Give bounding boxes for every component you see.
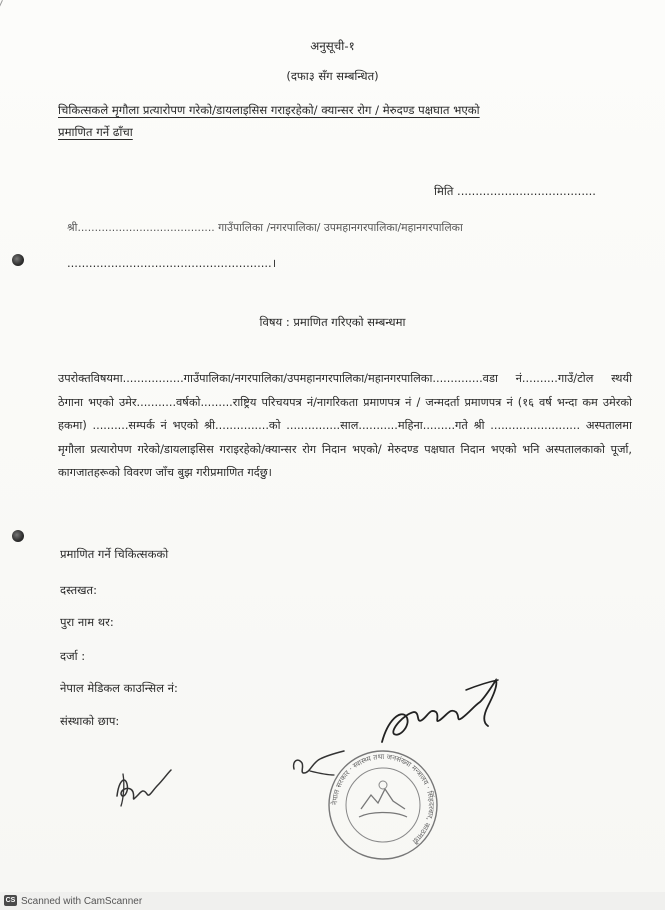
form-purpose-line2: प्रमाणित गर्ने ढाँचा — [58, 125, 133, 139]
subject-line: विषय : प्रमाणित गरिएको सम्बन्धमा — [259, 315, 406, 329]
addressee-line1: श्री........................................ गाउँपालिका /नगरपालिका/ उपमहानगरपालिका/महानगरपालिका — [67, 221, 463, 234]
certifier-heading: प्रमाणित गर्ने चिकित्सकको — [60, 547, 169, 561]
official-seal — [323, 745, 443, 865]
punch-hole-top — [12, 254, 24, 266]
initial-signature-left — [113, 766, 175, 812]
date-line: मिति ...................................... — [434, 184, 596, 198]
scanner-footer — [0, 892, 665, 910]
scanner-watermark-text: Scanned with CamScanner — [21, 896, 143, 907]
section-reference: (दफा३ सँग सम्बन्धित) — [286, 69, 379, 83]
institution-seal-label: संस्थाको छाप: — [60, 714, 120, 728]
rank-label: दर्जा : — [60, 649, 86, 663]
seal-ring-text: नेपाल सरकार · स्वास्थ्य तथा जनसंख्या मन्त्रालय · सिंहदरबार, काठमाडौं — [329, 751, 437, 846]
form-purpose — [58, 99, 632, 143]
punch-hole-bottom — [12, 530, 24, 542]
signature-label: दस्तखत: — [60, 583, 97, 597]
nmc-number-label: नेपाल मेडिकल काउन्सिल नं: — [60, 681, 178, 695]
scan-corner-mark — [0, 0, 16, 37]
camscanner-logo-icon: CS — [5, 897, 16, 904]
full-name-label: पुरा नाम थर: — [60, 615, 114, 629]
form-purpose-line1: चिकित्सकले मृगौला प्रत्यारोपण गरेको/डायलाइसिस गराइरहेको/ क्यान्सर रोग / मेरुदण्ड पक्षघात भएको — [58, 103, 480, 117]
schedule-title: अनुसूची-१ — [310, 39, 355, 53]
certification-body: उपरोक्तविषयमा.................गाउँपालिका/नगरपालिका/उपमहानगरपालिका/महानगरपालिका..............वडा नं..........गाउँ/टोल स्थयी ठेगाना भएको उमेर...........वर्षको.........राष्ट्रिय परिचयपत्र नं/नागरिकता प्रमाणपत्र नं / जन्मदर्ता प्रमाणपत्र नं (१६ वर्ष भन्दा कम उमेरको हकमा) ..........सम्पर्क नं भएको श्री...............को ...............साल...........महिना.........गते श्री ......................... अस्पतालमा मृगौला प्रत्यारोपण गरेको/डायलाइसिस गराइरहेको/क्यान्सर रोग निदान भएको/ मेरुदण्ड पक्षघात निदान भएको भनि अस्पतालकाको पूर्जा, कागजातहरूको विवरण जाँच बुझ गरीप्रमाणित गर्दछु। — [58, 372, 632, 479]
addressee-line2: ........................................................। — [67, 256, 277, 270]
